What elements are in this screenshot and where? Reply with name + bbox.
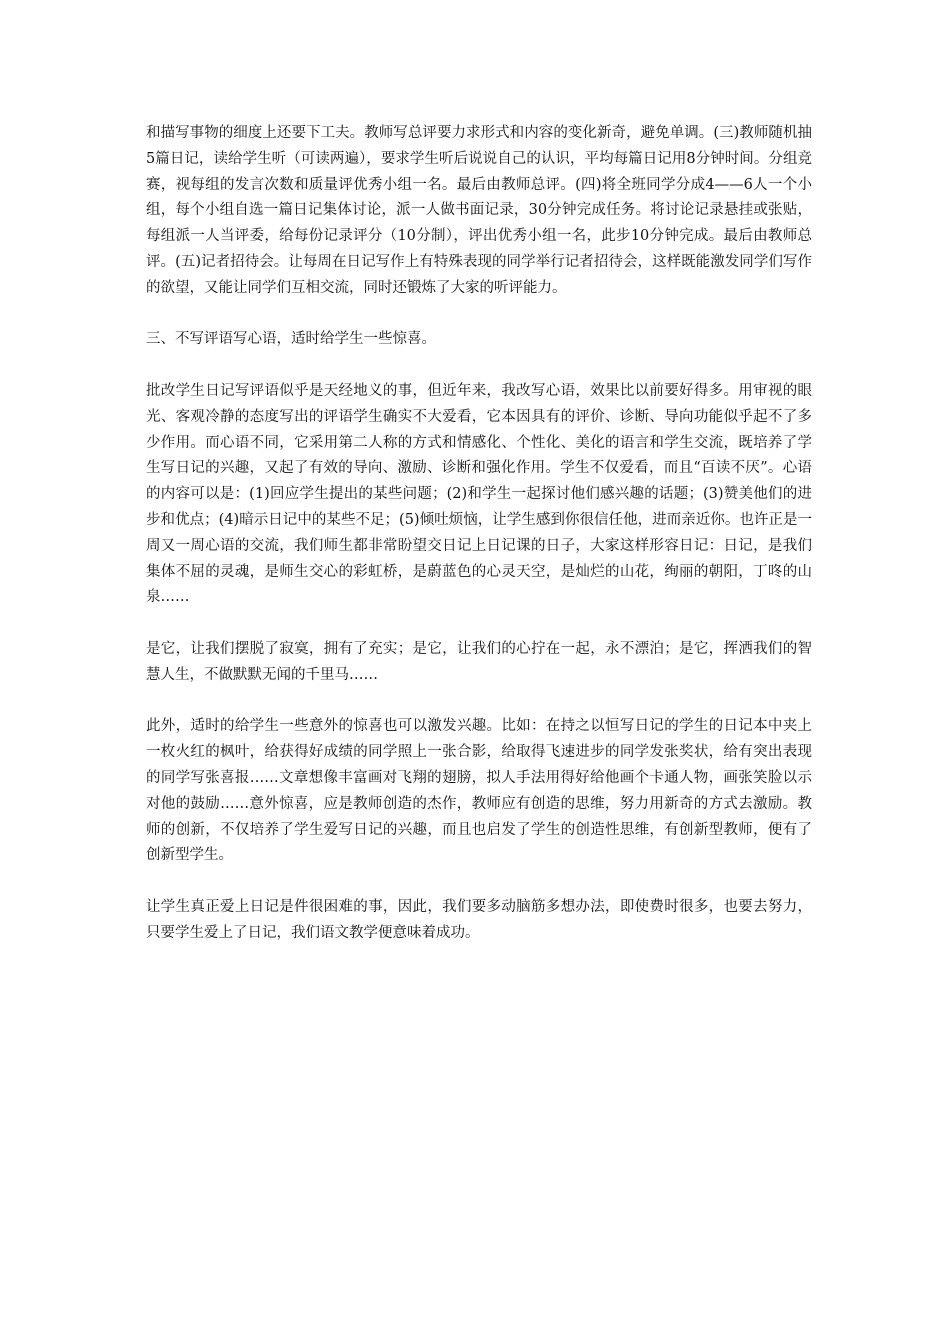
section-heading-heart-comments: 三、不写评语写心语，适时给学生一些惊喜。 (146, 331, 436, 348)
paragraph-evaluation-methods: 和描写事物的细度上还要下工夫。教师写总评要力求形式和内容的变化新奇，避免单调。(三)教师随机抽5篇日记，读给学生听（可读两遍），要求学生听后说说自己的认识，平均每篇日记用8分钟时间。分组竞赛，视每组的发言次数和质量评优秀小组一名。最后由教师总评。(四)将全班同学分成4——6人一个小组，每个小组自选一篇日记集体讨论，派一人做书面记录，30分钟完成任务。将讨论记录悬挂或张贴，每组派一人当评委，给每份记录评分（10分制），评出优秀小组一名，此步10分钟完成。最后由教师总评。(五)记者招待会。让每周在日记写作上有特殊表现的同学举行记者招待会，这样既能激发同学们写作的欲望，又能让同学们互相交流，同时还锻炼了大家的听评能力。 (146, 125, 812, 296)
paragraph-conclusion: 让学生真正爱上日记是件很困难的事，因此，我们要多动脑筋多想办法，即使费时很多，也要去努力，只要学生爱上了日记，我们语文教学便意味着成功。 (146, 898, 812, 941)
paragraph-surprises: 此外，适时的给学生一些意外的惊喜也可以激发兴趣。比如：在持之以恒写日记的学生的日记本中夹上一枚火红的枫叶，给获得好成绩的同学照上一张合影，给取得飞速进步的同学发张奖状，给有突出表现的同学写张喜报……文章想像丰富画对飞翔的翅膀，拟人手法用得好给他画个卡通人物，画张笑脸以示对他的鼓励……意外惊喜，应是教师创造的杰作，教师应有创造的思维，努力用新奇的方式去激励。教师的创新，不仅培养了学生爱写日记的兴趣，而且也启发了学生的创造性思维，有创新型教师，便有了创新型学生。 (146, 718, 812, 864)
paragraph-it-is: 是它，让我们摆脱了寂寞，拥有了充实；是它，让我们的心拧在一起，永不漂泊；是它，挥洒我们的智慧人生，不做默默无闻的千里马…… (146, 640, 812, 683)
paragraph-heart-comments: 批改学生日记写评语似乎是天经地义的事，但近年来，我改写心语，效果比以前要好得多。用审视的眼光、客观冷静的态度写出的评语学生确实不大爱看，它本因具有的评价、诊断、导向功能似乎起不了多少作用。而心语不同，它采用第二人称的方式和情感化、个性化、美化的语言和学生交流，既培养了学生写日记的兴趣，又起了有效的导向、激励、诊断和强化作用。学生不仅爱看，而且“百读不厌”。心语的内容可以是：(1)回应学生提出的某些问题；(2)和学生一起探讨他们感兴趣的话题；(3)赞美他们的进步和优点；(4)暗示日记中的某些不足；(5)倾吐烦恼，让学生感到你很信任他，进而亲近你。也许正是一周又一周心语的交流，我们师生都非常盼望交日记上日记课的日子，大家这样形容日记：日记，是我们集体不屈的灵魂，是师生交心的彩虹桥，是蔚蓝色的心灵天空，是灿烂的山花，绚丽的朝阳，丁咚的山泉…… (146, 382, 812, 606)
document-page (146, 121, 812, 972)
